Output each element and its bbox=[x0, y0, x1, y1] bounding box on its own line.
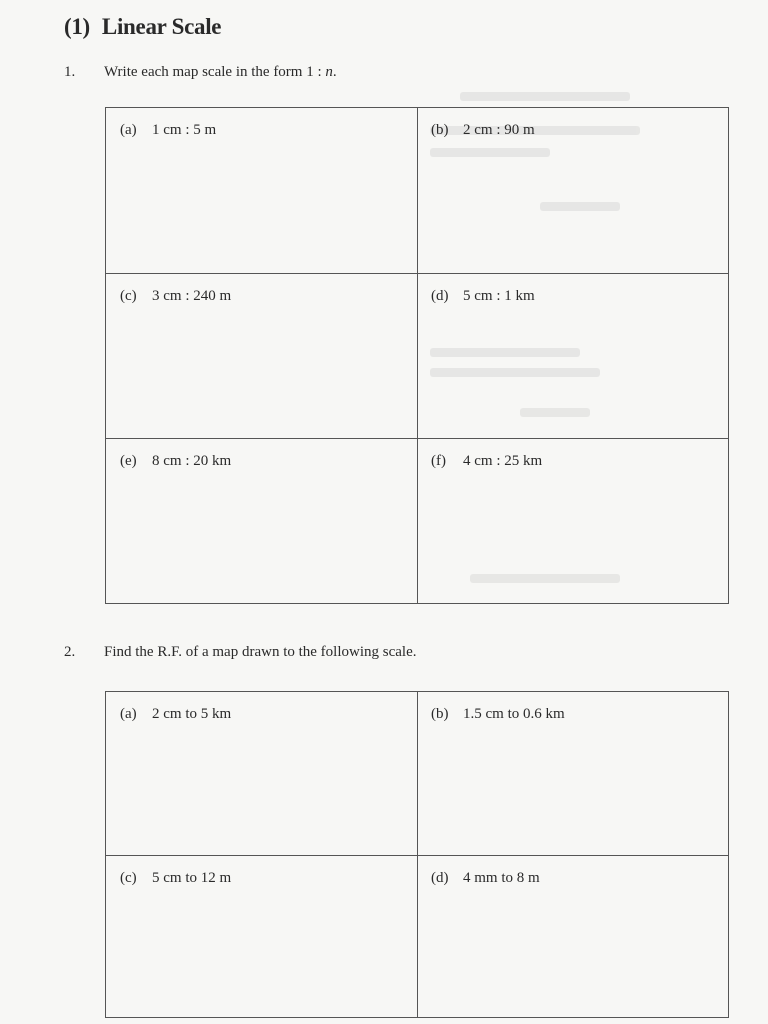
cell-scale-text: 4 mm to 8 m bbox=[463, 870, 540, 886]
answer-cell-b[interactable] bbox=[418, 692, 729, 856]
answer-cell-c[interactable] bbox=[106, 856, 418, 1018]
cell-scale-text: 5 cm to 12 m bbox=[152, 870, 232, 886]
question-1-text bbox=[104, 64, 337, 80]
grid-row bbox=[106, 692, 729, 856]
question-1 bbox=[64, 64, 337, 81]
cell-scale-text: 8 cm : 20 km bbox=[152, 453, 232, 469]
answer-cell-e[interactable] bbox=[106, 439, 418, 604]
question-1-text-variable: n bbox=[325, 64, 333, 80]
cell-scale-text: 5 cm : 1 km bbox=[463, 288, 535, 304]
cell-label: (b) bbox=[431, 706, 449, 722]
grid-row bbox=[106, 856, 729, 1018]
section-heading bbox=[64, 14, 221, 40]
section-title-text: Linear Scale bbox=[101, 14, 222, 39]
answer-cell-b[interactable] bbox=[418, 108, 729, 274]
grid-row bbox=[106, 439, 729, 604]
question-2-answer-grid bbox=[105, 691, 729, 1018]
cell-scale-text: 2 cm to 5 km bbox=[152, 706, 232, 722]
cell-scale-text: 4 cm : 25 km bbox=[463, 453, 543, 469]
cell-label: (e) bbox=[120, 453, 137, 469]
cell-label: (c) bbox=[120, 870, 137, 886]
grid-row bbox=[106, 108, 729, 274]
question-2-text: Find the R.F. of a map drawn to the following scale. bbox=[104, 644, 417, 660]
answer-cell-d[interactable] bbox=[418, 856, 729, 1018]
cell-label: (a) bbox=[120, 122, 137, 138]
question-2 bbox=[64, 644, 417, 661]
grid-row bbox=[106, 274, 729, 439]
question-2-number: 2. bbox=[64, 644, 76, 660]
question-1-text-prefix: Write each map scale in the form 1 : bbox=[104, 64, 326, 80]
section-number: (1) bbox=[64, 14, 90, 39]
cell-label: (d) bbox=[431, 288, 449, 304]
answer-cell-f[interactable] bbox=[418, 439, 729, 604]
cell-label: (f) bbox=[431, 453, 446, 469]
cell-scale-text: 1.5 cm to 0.6 km bbox=[463, 706, 565, 722]
answer-cell-a[interactable] bbox=[106, 692, 418, 856]
cell-scale-text: 3 cm : 240 m bbox=[152, 288, 232, 304]
cell-label: (b) bbox=[431, 122, 449, 138]
question-1-answer-grid bbox=[105, 107, 729, 604]
cell-label: (c) bbox=[120, 288, 137, 304]
answer-cell-c[interactable] bbox=[106, 274, 418, 439]
answer-cell-d[interactable] bbox=[418, 274, 729, 439]
question-1-number: 1. bbox=[64, 64, 76, 80]
answer-cell-a[interactable] bbox=[106, 108, 418, 274]
cell-scale-text: 1 cm : 5 m bbox=[152, 122, 217, 138]
cell-scale-text: 2 cm : 90 m bbox=[463, 122, 535, 138]
cell-label: (a) bbox=[120, 706, 137, 722]
question-1-text-suffix: . bbox=[332, 64, 337, 80]
cell-label: (d) bbox=[431, 870, 449, 886]
